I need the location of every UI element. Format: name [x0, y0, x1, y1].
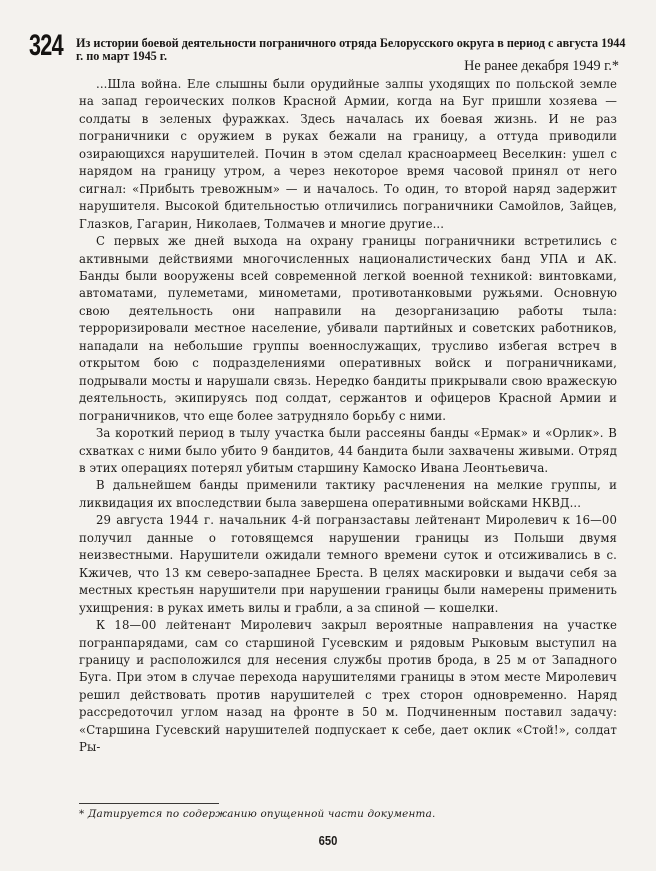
page-number: 650	[318, 834, 338, 848]
footnote-divider	[79, 803, 219, 804]
paragraph: В дальнейшем банды применили тактику расчленения на мелкие группы, и ликвидация их впоследствии была завершена оперативными войсками НКВД...	[79, 478, 617, 510]
document-number: 324	[29, 29, 63, 62]
document-body	[79, 76, 617, 757]
paragraph: 29 августа 1944 г. начальник 4-й погранзаставы лейтенант Миролевич к 16—00 получил данные о готовящемся нарушении границы из Польши двумя неизвестными. Нарушители ожидали темного времени суток и отсиживались в с. Кжичев, что 13 км северо-западнее Бреста. В целях маскировки и выдачи себя за местных крестьян нарушители при нарушении границы были намерены применить ухищрения: в руках иметь вилы и грабли, а за спиной — кошелки.	[79, 513, 617, 615]
paragraph: С первых же дней выхода на охрану границы пограничники встретились с активными действиями многочисленных националистических банд УПА и АК. Банды были вооружены всей современной легкой военной техникой: винтовками, автоматами, пулеметами, минометами, противотанковыми ружьями. Основную свою деятельность они направили на дезорганизацию работы тыла: терроризировали местное население, убивали партийных и советских работников, нападали на небольшие группы военнослужащих, трусливо избегая встреч в открытом бою с подразделениями оперативных войск и пограничниками, подрывали мосты и нарушали связь. Нередко бандиты прикрывали свою вражескую деятельность, экипируясь под солдат, сержантов и офицеров Красной Армии и пограничников, что еще более затрудняло борьбу с ними.	[79, 234, 617, 423]
document-date-note: Не ранее декабря 1949 г.*	[464, 58, 619, 74]
paragraph: К 18—00 лейтенант Миролевич закрыл вероятные направления на участке погранпарядами, сам со старшиной Гусевским и рядовым Рыковым выступил на границу и расположился для несения службы против брода, в 25 м от Западного Буга. При этом в случае перехода нарушителями границы в этом месте Миролевич решил действовать против нарушителей с трех сторон одновременно. Наряд рассредоточил углом назад на фронте в 50 м. Подчиненным поставил задачу: «Старшина Гусевский нарушителей подпускает к себе, дает оклик «Стой!», солдат Ры-	[79, 618, 617, 755]
footnote: * Датируется по содержанию опущенной части документа.	[79, 808, 436, 820]
paragraph: За короткий период в тылу участка были рассеяны банды «Ермак» и «Орлик». В схватках с ними было убито 9 бандитов, 44 бандита были захвачены живыми. Отряд в этих операциях потерял убитым старшину Камоско Ивана Леонтьевича.	[79, 426, 617, 475]
paragraph: ...Шла война. Еле слышны были орудийные залпы уходящих по польской земле на запад героических полков Красной Армии, когда на Буг пришли хозяева — солдаты в зеленых фуражках. Здесь началась их боевая жизнь. И не раз пограничники с оружием в руках бежали на границу, а оттуда приводили озирающихся нарушителей. Почин в этом сделал красноармеец Веселкин: ушел с нарядом на границу утром, а через некоторое время часовой принял от него сигнал: «Прибыть тревожным» — и началось. То один, то второй наряд задержит нарушителя. Высокой бдительностью отличились пограничники Самойлов, Зайцев, Глазков, Гагарин, Николаев, Толмачев и многие другие...	[79, 77, 617, 231]
document-title: Из истории боевой деятельности пограничного отряда Белорусского округа в период с августа 1944 г. по март 1945 г.	[76, 36, 626, 63]
